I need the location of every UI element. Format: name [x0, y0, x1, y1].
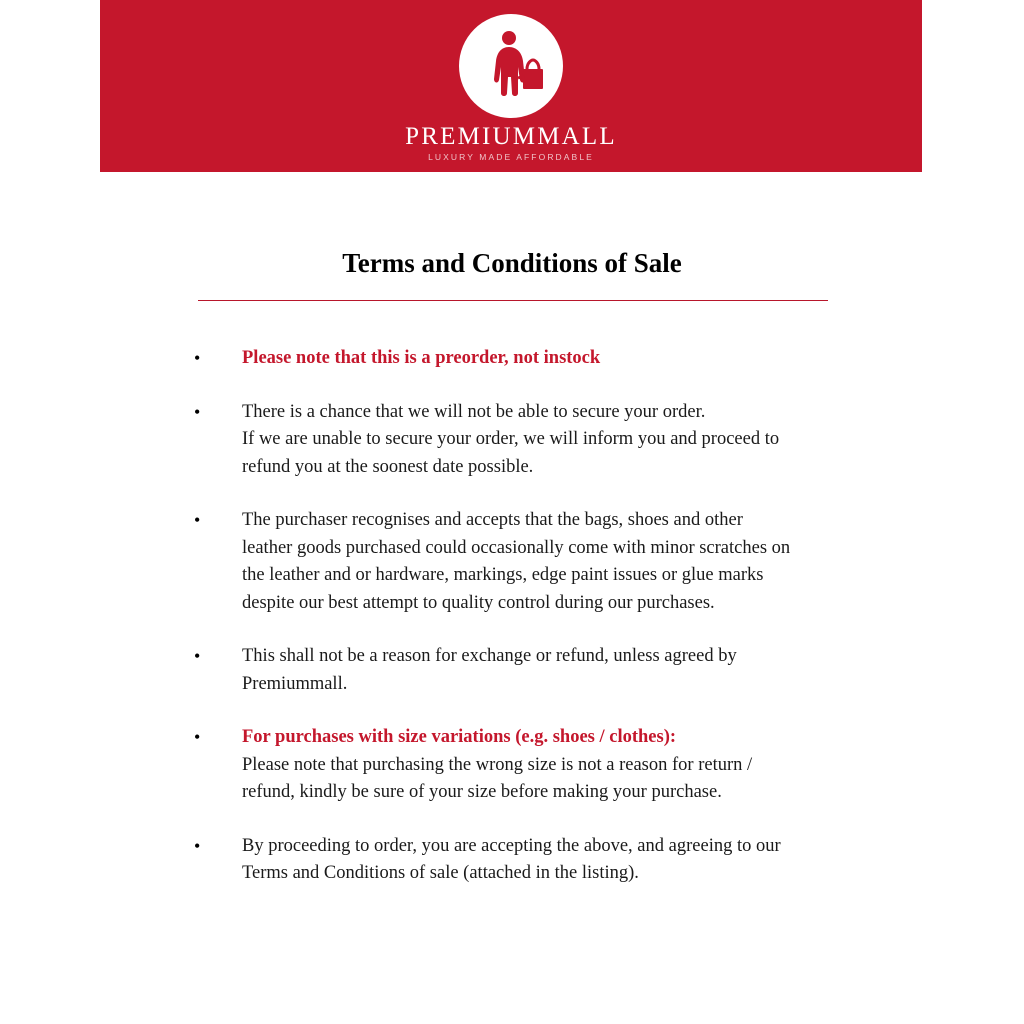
title-divider [198, 300, 828, 301]
list-item-line: If we are unable to secure your order, we will inform you and proceed to [242, 429, 780, 449]
page-title: Terms and Conditions of Sale [342, 248, 682, 278]
list-item-line: This shall not be a reason for exchange or refund, unless agreed by [242, 646, 737, 666]
list-item-line: Premiummall. [242, 673, 348, 694]
list-item-line: refund, kindly be sure of your size before making your purchase. [242, 782, 722, 802]
list-item-text [242, 399, 870, 482]
list-item-text [242, 724, 870, 807]
list-item-line: By proceeding to order, you are accepting the above, and agreeing to our [242, 835, 781, 856]
list-item-line: refund you at the soonest date possible. [242, 456, 534, 477]
terms-list [190, 345, 870, 914]
list-item [190, 345, 870, 373]
brand-header-banner [100, 0, 922, 172]
bullet-icon: • [194, 348, 201, 368]
brand-tagline: LUXURY MADE AFFORDABLE [428, 152, 594, 163]
list-item [190, 643, 870, 698]
brand-name: PREMIUMMALL [405, 123, 617, 151]
list-item-text [242, 345, 870, 373]
list-item-line: despite our best attempt to quality control during our purchases. [242, 592, 715, 613]
list-item-line: Please note that this is a preorder, not instock [242, 348, 601, 368]
list-item [190, 507, 870, 617]
list-item-text [242, 643, 870, 698]
list-item-line: There is a chance that we will not be able to secure your order. [242, 401, 706, 422]
list-item-line: The purchaser recognises and accepts that the bags, shoes and other [242, 510, 743, 530]
list-item-line: leather goods purchased could occasionally come with minor scratches on [242, 537, 791, 558]
bullet-icon: • [194, 510, 201, 530]
list-item-line: Please note that purchasing the wrong size is not a reason for return / [242, 754, 753, 775]
list-item-line: Terms and Conditions of sale (attached in the listing). [242, 863, 639, 883]
list-item [190, 833, 870, 888]
woman-with-handbag-logo-icon [459, 14, 563, 118]
list-item-text [242, 507, 870, 617]
list-item [190, 399, 870, 482]
list-item-text [242, 833, 870, 888]
list-item-line: For purchases with size variations (e.g. shoes / clothes): [242, 727, 677, 747]
brand-logo [405, 14, 617, 162]
bullet-icon: • [194, 835, 201, 856]
list-item-line: the leather and or hardware, markings, edge paint issues or glue marks [242, 565, 764, 585]
bullet-icon: • [194, 401, 201, 422]
bullet-icon: • [194, 727, 201, 747]
bullet-icon: • [194, 646, 201, 666]
list-item [190, 724, 870, 807]
